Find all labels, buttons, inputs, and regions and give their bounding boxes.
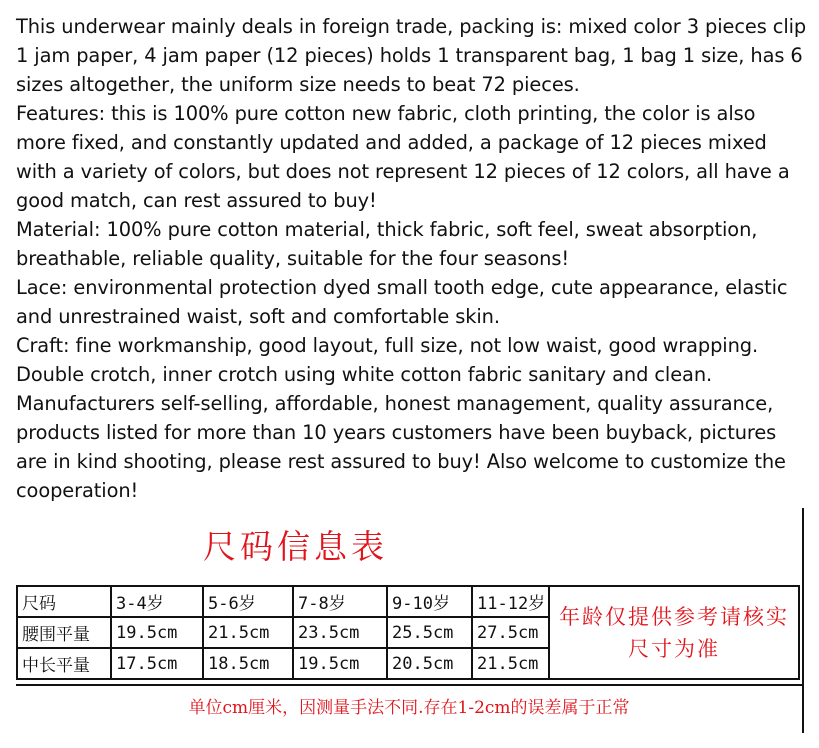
chart-border-line: [802, 508, 804, 733]
table-cell: 7-8岁: [293, 586, 387, 617]
table-cell: 21.5cm: [472, 648, 549, 679]
table-cell: 腰围平量: [17, 617, 111, 648]
table-cell: 23.5cm: [293, 617, 387, 648]
table-cell: 11-12岁: [472, 586, 549, 617]
table-cell: 19.5cm: [293, 648, 387, 679]
table-cell: 3-4岁: [111, 586, 203, 617]
description-features: Features: this is 100% pure cotton new fabric, cloth printing, the color is also more fixed, and constantly updated and added, a package of 12 pieces mixed with a variety of colors, but does not represent 12 pieces of 12 colors, all have a good match, can rest assured to buy!: [16, 102, 790, 212]
size-table: [16, 585, 800, 680]
age-reference-note: 年龄仅提供参考请核实尺寸为准: [549, 586, 799, 679]
table-header-row: [17, 586, 799, 617]
table-cell: 18.5cm: [203, 648, 293, 679]
table-cell: 19.5cm: [111, 617, 203, 648]
table-cell: 5-6岁: [203, 586, 293, 617]
description-crotch: Double crotch, inner crotch using white cotton fabric sanitary and clean.: [16, 363, 713, 386]
table-cell: 20.5cm: [387, 648, 472, 679]
table-cell: 9-10岁: [387, 586, 472, 617]
table-cell: 17.5cm: [111, 648, 203, 679]
measurement-error-note: 单位cm厘米，因测量手法不同.存在1-2cm的误差属于正常: [188, 698, 630, 718]
description-craft: Craft: fine workmanship, good layout, full size, not low waist, good wrapping.: [16, 334, 759, 357]
table-cell: 尺码: [17, 586, 111, 617]
description-lace: Lace: environmental protection dyed small tooth edge, cute appearance, elastic and unrestrained waist, soft and comfortable skin.: [16, 276, 788, 328]
table-cell: 21.5cm: [203, 617, 293, 648]
product-description: [16, 12, 811, 505]
size-chart-title: 尺码信息表: [203, 527, 388, 566]
table-cell: 27.5cm: [472, 617, 549, 648]
footer-divider: [16, 684, 804, 686]
table-cell: 中长平量: [17, 648, 111, 679]
description-packing: This underwear mainly deals in foreign trade, packing is: mixed color 3 pieces clip 1 jam paper, 4 jam paper (12 pieces) holds 1 transparent bag, 1 bag 1 size, has 6 sizes altogether, the uniform size needs to beat 72 pieces.: [16, 15, 807, 96]
table-cell: 25.5cm: [387, 617, 472, 648]
description-material: Material: 100% pure cotton material, thick fabric, soft feel, sweat absorption, breathable, reliable quality, suitable for the four seasons!: [16, 218, 758, 270]
description-manufacturer: Manufacturers self-selling, affordable, honest management, quality assurance, products listed for more than 10 years customers have been buyback, pictures are in kind shooting, please rest assured to buy! Also welcome to customize the cooperation!: [16, 392, 786, 502]
